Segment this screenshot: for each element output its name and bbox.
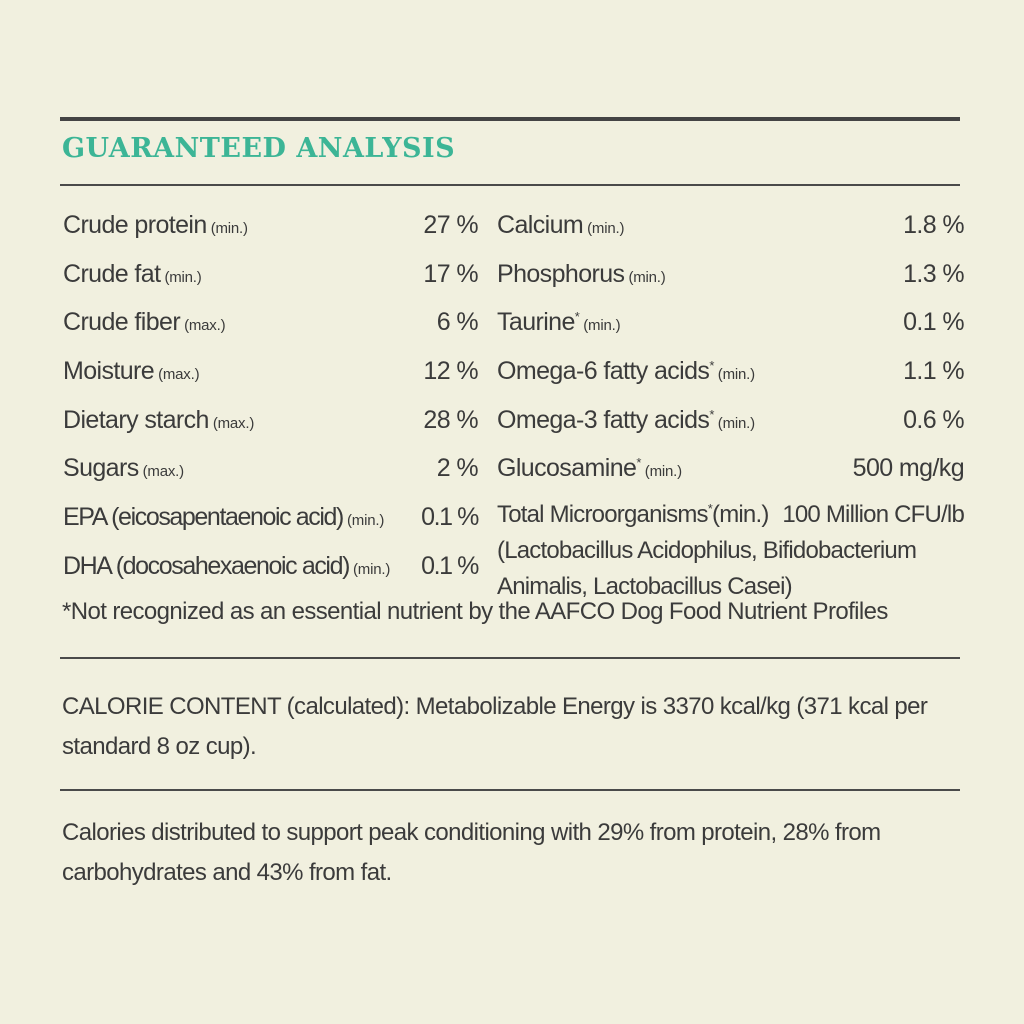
nutrient-name: Crude protein <box>63 211 207 239</box>
title-divider <box>60 184 960 186</box>
nutrient-value: 500 mg/kg <box>852 454 964 483</box>
nutrient-value: 1.1 % <box>903 357 964 386</box>
nutrient-name: Dietary starch <box>63 405 209 434</box>
nutrient-value: 0.1 % <box>903 308 964 337</box>
nutrient-value: 0.6 % <box>903 405 964 434</box>
top-divider <box>60 117 960 121</box>
calorie-divider <box>60 789 960 791</box>
nutrient-name: Crude fat <box>63 259 161 288</box>
calorie-content: CALORIE CONTENT (calculated): Metabolizable Energy is 3370 kcal/kg (371 kcal per standard 8 oz cup). <box>62 693 928 760</box>
nutrient-qualifier: (min.) <box>164 268 202 286</box>
nutrient-name: Total Microorganisms <box>497 501 708 529</box>
nutrient-row <box>63 252 478 301</box>
nutrient-qualifier: (max.) <box>158 366 200 384</box>
nutrient-row <box>497 300 964 349</box>
nutrient-qualifier: (min.) <box>347 512 385 530</box>
nutrient-qualifier: (min.) <box>583 317 621 335</box>
footnote-marker: * <box>709 406 714 422</box>
footnote-marker: * <box>707 501 713 517</box>
nutrient-name: Glucosamine <box>497 454 637 483</box>
left-nutrient-column <box>63 203 478 593</box>
nutrient-value: 1.8 % <box>903 211 964 239</box>
nutrient-row <box>497 446 964 495</box>
right-nutrient-column <box>497 203 964 605</box>
calorie-distribution: Calories distributed to support peak conditioning with 29% from protein, 28% from carbohydrates and 43% from fat. <box>62 819 881 886</box>
nutrient-value: 12 % <box>423 357 478 386</box>
nutrient-qualifier: (min.) <box>717 366 755 384</box>
nutrient-qualifier: (min.) <box>587 220 625 237</box>
footnote-marker: * <box>574 309 580 325</box>
nutrient-row <box>63 300 478 349</box>
nutrient-name: Phosphorus <box>497 259 625 288</box>
nutrient-row <box>497 349 964 398</box>
nutrient-row <box>63 398 478 447</box>
nutrient-name: Omega-6 fatty acids <box>497 357 710 386</box>
nutrient-value: 27 % <box>423 211 478 239</box>
nutrient-qualifier: (max.) <box>212 414 255 432</box>
nutrient-name: Crude fiber <box>63 308 181 337</box>
nutrient-value: 100 Million CFU/lb <box>782 501 964 529</box>
nutrient-row <box>497 398 964 447</box>
nutrient-name: DHA (docosahexaenoic acid) <box>63 551 350 580</box>
nutrient-value: 0.1 % <box>421 503 478 532</box>
microorganisms-block <box>497 497 964 605</box>
nutrient-name: Calcium <box>497 211 584 239</box>
nutrient-row <box>497 252 964 301</box>
footnote-divider <box>60 657 960 659</box>
footnote-marker: * <box>636 455 641 471</box>
nutrient-row <box>63 203 478 252</box>
strains-line: Animalis, Lactobacillus Casei) <box>497 573 792 601</box>
nutrient-row <box>63 544 478 593</box>
nutrient-name: Taurine <box>497 308 575 337</box>
strains-line: (Lactobacillus Acidophilus, Bifidobacterium <box>497 537 917 565</box>
nutrient-qualifier: (min.) <box>644 463 682 481</box>
nutrient-name: EPA (eicosapentaenoic acid) <box>63 503 343 532</box>
nutrient-value: 17 % <box>423 259 478 288</box>
nutrient-qualifier: (max.) <box>184 317 226 335</box>
section-title: GUARANTEED ANALYSIS <box>62 133 456 164</box>
nutrient-name: Sugars <box>63 454 139 483</box>
nutrient-row <box>63 349 478 398</box>
nutrient-qualifier: (min.) <box>210 220 248 237</box>
nutrient-qualifier: (min.) <box>353 560 391 578</box>
nutrient-name: Moisture <box>63 357 155 386</box>
nutrient-row <box>63 495 478 544</box>
footnote: *Not recognized as an essential nutrient by the AAFCO Dog Food Nutrient Profiles <box>62 598 888 625</box>
nutrient-qualifier: (min.) <box>717 414 755 432</box>
nutrient-qualifier: (min.) <box>628 268 666 286</box>
nutrient-name: Omega-3 fatty acids <box>497 405 710 434</box>
nutrient-qualifier: (min.) <box>712 501 769 529</box>
footnote-marker: * <box>709 358 714 374</box>
nutrient-row <box>497 203 964 252</box>
nutrient-value: 2 % <box>436 454 478 483</box>
nutrient-qualifier: (max.) <box>142 463 184 481</box>
nutrient-value: 6 % <box>436 308 478 337</box>
nutrient-value: 1.3 % <box>903 259 964 288</box>
nutrient-value: 0.1 % <box>421 551 478 580</box>
nutrient-row <box>63 446 478 495</box>
nutrient-value: 28 % <box>423 405 478 434</box>
